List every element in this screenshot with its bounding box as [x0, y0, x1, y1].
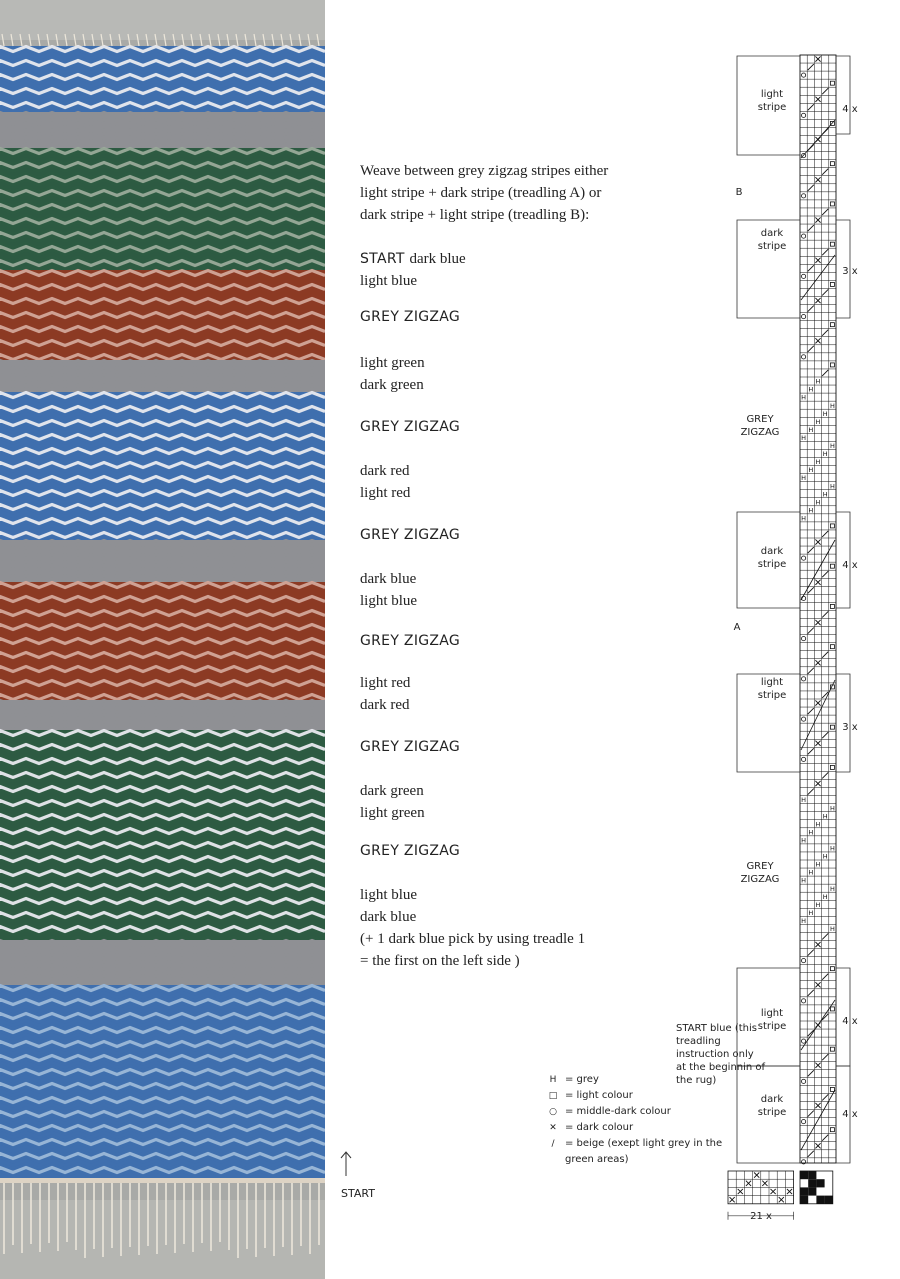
stripe-line: dark red: [360, 463, 410, 479]
beige-mark: [808, 64, 814, 70]
middle-mark: [802, 194, 806, 198]
repeat-21x: 21 x: [750, 1211, 772, 1222]
beige-mark: [808, 547, 814, 553]
beige-mark: [822, 88, 828, 94]
label-grey-zigzag-2: GREY ZIGZAG: [740, 861, 780, 885]
grey-zigzag-heading: GREY ZIGZAG: [360, 309, 461, 325]
threading-mark: [738, 1189, 743, 1194]
beige-mark: [822, 652, 828, 658]
beige-mark: [808, 708, 814, 714]
grey-mark: H: [822, 409, 828, 418]
grey-mark: H: [808, 868, 814, 877]
legend-row: [546, 1120, 746, 1136]
beige-diagonal: [801, 1090, 835, 1150]
grey-mark: H: [815, 377, 821, 386]
stripe-line: light green: [360, 805, 425, 821]
beige-mark: [822, 1094, 828, 1100]
grey-mark: H: [801, 433, 807, 442]
stripe-line: light blue: [360, 887, 418, 903]
middle-mark: [802, 315, 806, 319]
middle-mark: [802, 1120, 806, 1124]
stripe-line: (+ 1 dark blue pick by using treadle 1: [360, 931, 586, 947]
light-square-icon: □: [548, 1091, 558, 1101]
middle-mark: [802, 355, 806, 359]
middle-mark: [802, 234, 806, 238]
start-blue-note: START blue (this treadling instruction only at the beginnin of the rug): [676, 1023, 766, 1086]
beige-mark: [808, 104, 814, 110]
legend-label: = middle-dark colour: [565, 1106, 671, 1117]
tieup-cell: [800, 1187, 808, 1195]
legend-row: [546, 1088, 746, 1104]
grey-mark: H: [822, 450, 828, 459]
tieup-cell: [816, 1179, 824, 1187]
dark-mark: [815, 1143, 820, 1148]
beige-diagonal: [801, 120, 835, 158]
beige-mark: [822, 249, 828, 255]
beige-diagonal: [801, 255, 835, 300]
beige-diagonal: [801, 1000, 835, 1050]
repeat-bracket-4x-top: [836, 56, 850, 134]
middle-mark: [802, 717, 806, 721]
grey-zigzag-heading: GREY ZIGZAG: [360, 843, 461, 859]
label-grey-zigzag-1: GREY ZIGZAG: [740, 414, 780, 438]
beige-mark: [822, 330, 828, 336]
grey-mark: H: [815, 498, 821, 507]
light-mark: [830, 282, 834, 286]
stripe-line: light red: [360, 675, 411, 691]
tieup-cell: [808, 1171, 816, 1179]
beige-mark: [822, 571, 828, 577]
stripe-line: dark red: [360, 697, 410, 713]
grey-mark: H: [801, 836, 807, 845]
dark-cross-icon: ✕: [549, 1123, 557, 1133]
label-light-stripe-a: light stripe: [757, 677, 787, 701]
middle-mark: [802, 274, 806, 278]
beige-mark: [808, 628, 814, 634]
tieup-cell: [816, 1196, 824, 1204]
middle-mark: [802, 677, 806, 681]
stripe-line: light green: [360, 355, 425, 371]
grey-mark: H: [801, 393, 807, 402]
tieup-cell: [808, 1179, 816, 1187]
beige-mark: [822, 933, 828, 939]
grey-mark: H: [829, 804, 835, 813]
beige-mark: [822, 1054, 828, 1060]
beige-mark: [822, 611, 828, 617]
grey-mark: H: [815, 458, 821, 467]
dark-mark: [815, 1103, 820, 1108]
beige-mark: [822, 289, 828, 295]
grey-mark: H: [829, 442, 835, 451]
stripe-line: dark green: [360, 783, 424, 799]
middle-mark: [802, 1039, 806, 1043]
beige-mark: [808, 225, 814, 231]
grey-mark: H: [815, 417, 821, 426]
threading-mark: [771, 1189, 776, 1194]
stripe-line: light blue: [360, 593, 418, 609]
beige-slash-icon: /: [551, 1139, 555, 1149]
grey-mark: H: [801, 796, 807, 805]
middle-mark: [802, 959, 806, 963]
tieup-cell: [800, 1196, 808, 1204]
middle-mark: [802, 556, 806, 560]
beige-mark: [808, 950, 814, 956]
beige-mark: [808, 185, 814, 191]
middle-mark: [802, 113, 806, 117]
threading-mark: [754, 1173, 759, 1178]
section-b-label: B: [735, 187, 743, 198]
threading-mark: [762, 1181, 767, 1186]
dark-mark: [815, 942, 820, 947]
label-dark-stripe-b: dark stripe: [757, 228, 787, 252]
grey-zigzag-heading: GREY ZIGZAG: [360, 633, 461, 649]
dark-mark: [815, 56, 820, 61]
instructions-intro: Weave between grey zigzag stripes either light stripe + dark stripe (treadling A) or dark stripe + light stripe (treadling B):: [360, 163, 609, 223]
beige-mark: [822, 209, 828, 215]
legend-row: [546, 1072, 746, 1088]
beige-mark: [808, 1070, 814, 1076]
beige-mark: [808, 587, 814, 593]
threading-mark: [787, 1189, 792, 1194]
legend-row: [546, 1104, 746, 1120]
beige-mark: [822, 531, 828, 537]
grey-mark: H: [822, 812, 828, 821]
start-word: START: [360, 251, 410, 267]
dark-mark: [815, 700, 820, 705]
middle-circle-icon: ○: [549, 1107, 557, 1117]
grey-mark: H: [801, 514, 807, 523]
dark-mark: [815, 580, 820, 585]
beige-mark: [822, 370, 828, 376]
light-mark: [830, 323, 834, 327]
beige-mark: [808, 789, 814, 795]
light-mark: [830, 1128, 834, 1132]
threading-mark: [746, 1181, 751, 1186]
stripe-line: = the first on the left side ): [360, 953, 520, 969]
grey-mark: H: [808, 466, 814, 475]
grey-mark: H: [808, 828, 814, 837]
stripe-line: dark green: [360, 377, 424, 393]
dark-mark: [815, 97, 820, 102]
legend-label: = dark colour: [565, 1122, 634, 1133]
legend-label: = light colour: [565, 1090, 633, 1101]
grey-mark: H: [808, 506, 814, 515]
grey-mark: H: [815, 820, 821, 829]
grey-mark: H: [829, 401, 835, 410]
light-mark: [830, 1007, 834, 1011]
label-dark-stripe-start: dark stripe: [757, 1094, 787, 1118]
stripe-line: dark blue: [360, 909, 417, 925]
beige-mark: [808, 306, 814, 312]
light-mark: [830, 81, 834, 85]
light-mark: [830, 524, 834, 528]
repeat-4x-start-light: 4 x: [842, 1016, 858, 1027]
tieup-cell: [825, 1196, 833, 1204]
grey-mark: H: [829, 884, 835, 893]
beige-mark: [808, 668, 814, 674]
dark-mark: [815, 338, 820, 343]
grey-mark: H: [822, 892, 828, 901]
grey-mark: H: [822, 852, 828, 861]
dark-mark: [815, 781, 820, 786]
beige-mark: [822, 169, 828, 175]
middle-mark: [802, 757, 806, 761]
grey-mark: H: [808, 425, 814, 434]
section-a-label: A: [733, 622, 741, 633]
grey-zigzag-heading: GREY ZIGZAG: [360, 419, 461, 435]
beige-mark: [808, 990, 814, 996]
grey-mark: H: [829, 925, 835, 934]
light-mark: [830, 162, 834, 166]
light-mark: [830, 1087, 834, 1091]
legend-row: [546, 1136, 746, 1168]
beige-mark: [808, 265, 814, 271]
grey-mark: H: [801, 474, 807, 483]
light-mark: [830, 765, 834, 769]
light-mark: [830, 725, 834, 729]
tieup-cell: [800, 1171, 808, 1179]
grey-zigzag-heading: GREY ZIGZAG: [360, 527, 461, 543]
threading-mark: [730, 1197, 735, 1202]
grey-zigzag-heading: GREY ZIGZAG: [360, 739, 461, 755]
legend-label: = beige (exept light grey in the green areas): [565, 1138, 723, 1165]
dark-mark: [815, 741, 820, 746]
dark-mark: [815, 298, 820, 303]
repeat-3x-b: 3 x: [842, 266, 858, 277]
beige-mark: [808, 748, 814, 754]
stripe-line: light blue: [360, 273, 418, 289]
light-mark: [830, 202, 834, 206]
repeat-4x-start-dark: 4 x: [842, 1109, 858, 1120]
light-mark: [830, 242, 834, 246]
legend-label: = grey: [565, 1074, 599, 1085]
light-mark: [830, 967, 834, 971]
beige-mark: [808, 346, 814, 352]
beige-mark: [822, 974, 828, 980]
stripe-line: light red: [360, 485, 411, 501]
label-dark-stripe-a: dark stripe: [757, 546, 787, 570]
grey-mark: H: [801, 876, 807, 885]
label-light-stripe-start: light stripe: [757, 1008, 787, 1032]
stripe-line-text: dark blue: [409, 251, 466, 267]
grey-H-icon: H: [549, 1075, 557, 1085]
dark-mark: [815, 1063, 820, 1068]
symbol-legend: [546, 1072, 746, 1168]
middle-mark: [802, 637, 806, 641]
grey-mark: H: [829, 482, 835, 491]
light-mark: [830, 363, 834, 367]
grey-mark: H: [822, 490, 828, 499]
dark-mark: [815, 539, 820, 544]
light-mark: [830, 604, 834, 608]
dark-mark: [815, 217, 820, 222]
light-mark: [830, 1047, 834, 1051]
beige-mark: [808, 1111, 814, 1117]
grey-mark: H: [808, 385, 814, 394]
grey-mark: H: [801, 916, 807, 925]
grey-mark: H: [815, 860, 821, 869]
dark-mark: [815, 177, 820, 182]
beige-mark: [808, 1151, 814, 1157]
beige-mark: [822, 772, 828, 778]
dark-mark: [815, 258, 820, 263]
grey-mark: H: [808, 908, 814, 917]
dark-mark: [815, 982, 820, 987]
repeat-3x-a: 3 x: [842, 722, 858, 733]
label-light-stripe-top: light stripe: [757, 89, 787, 113]
middle-mark: [802, 999, 806, 1003]
tieup-cell: [808, 1187, 816, 1195]
repeat-4x-a: 4 x: [842, 560, 858, 571]
threading-mark: [779, 1197, 784, 1202]
middle-mark: [802, 1079, 806, 1083]
middle-mark: [802, 73, 806, 77]
beige-mark: [822, 1135, 828, 1141]
grey-mark: H: [829, 844, 835, 853]
start-label: START: [341, 1187, 375, 1200]
light-mark: [830, 564, 834, 568]
beige-mark: [822, 732, 828, 738]
light-mark: [830, 645, 834, 649]
dark-mark: [815, 660, 820, 665]
repeat-4x-top: 4 x: [842, 104, 858, 115]
stripe-line: dark blue: [360, 571, 417, 587]
grey-mark: H: [815, 900, 821, 909]
dark-mark: [815, 620, 820, 625]
